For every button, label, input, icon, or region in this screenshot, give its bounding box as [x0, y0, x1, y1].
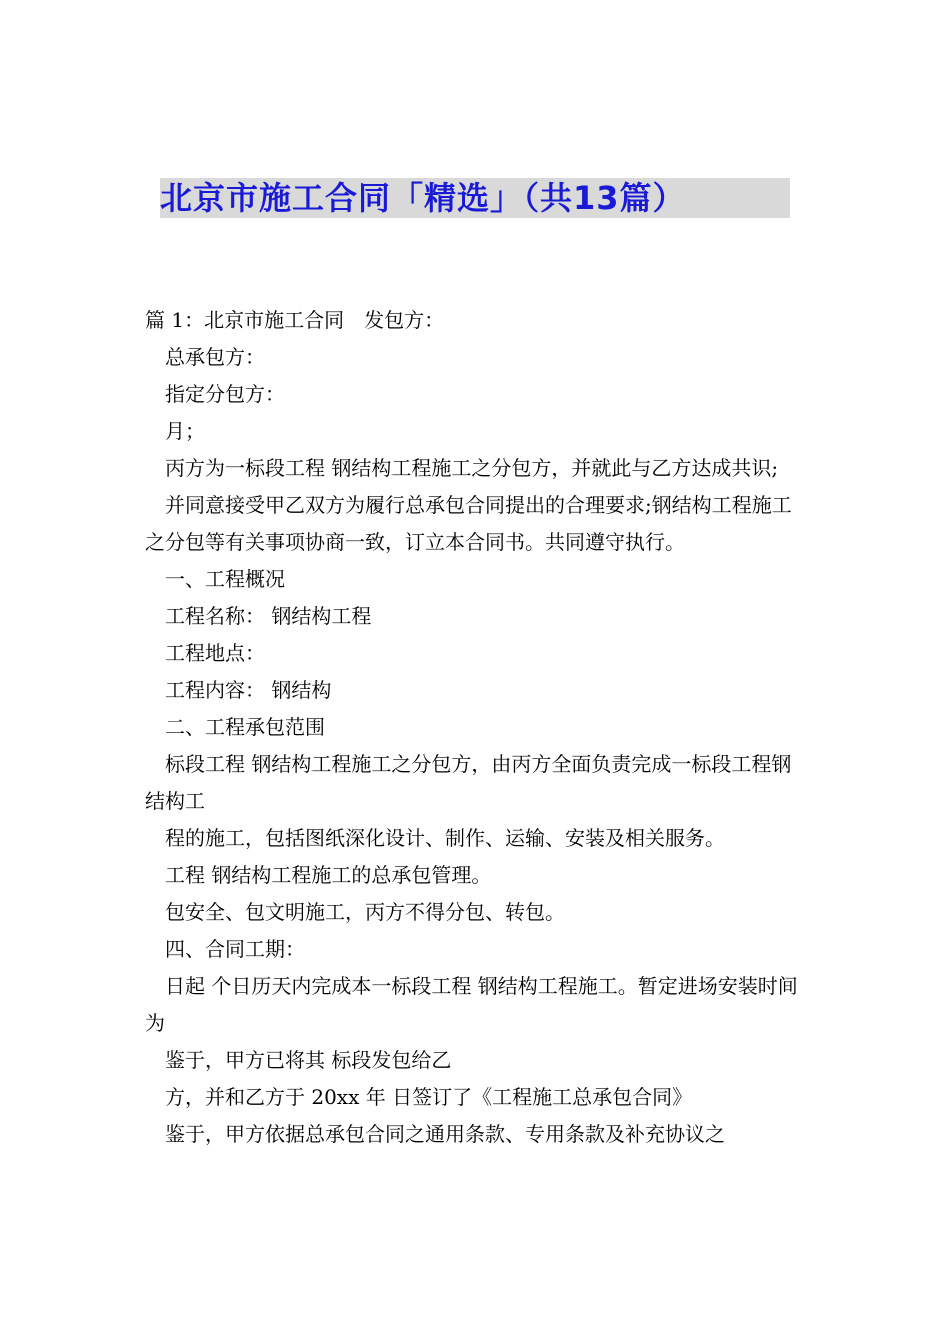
document-body — [145, 302, 810, 1153]
paragraph: 并同意接受甲乙双方为履行总承包合同提出的合理要求;钢结构工程施工之分包等有关事项协商一致，订立本合同书。共同遵守执行。 — [145, 493, 792, 554]
paragraph: 工程名称： 钢结构工程 — [165, 604, 372, 628]
title-highlight — [160, 178, 790, 218]
paragraph: 工程内容： 钢结构 — [165, 678, 332, 702]
paragraph: 包安全、包文明施工，丙方不得分包、转包。 — [165, 900, 565, 924]
heading-part-1: 篇 1：北京市施工合同 — [145, 308, 345, 332]
paragraph: 日起 个日历天内完成本一标段工程 钢结构工程施工。暂定进场安装时间为 — [145, 974, 798, 1035]
section-heading: 四、合同工期： — [165, 937, 305, 961]
paragraph: 指定分包方： — [165, 382, 285, 406]
document-title: 北京市施工合同「精选」（共13篇） — [160, 179, 686, 217]
paragraph: 工程地点： — [165, 641, 265, 665]
paragraph: 方，并和乙方于 20xx 年 日签订了《工程施工总承包合同》 — [165, 1085, 693, 1109]
paragraph: 鉴于，甲方依据总承包合同之通用条款、专用条款及补充协议之 — [165, 1122, 725, 1146]
paragraph: 总承包方： — [165, 345, 265, 369]
paragraph: 丙方为一标段工程 钢结构工程施工之分包方，并就此与乙方达成共识; — [165, 456, 779, 480]
paragraph: 标段工程 钢结构工程施工之分包方，由丙方全面负责完成一标段工程钢结构工 — [145, 752, 792, 813]
paragraph: 鉴于，甲方已将其 标段发包给乙 — [165, 1048, 452, 1072]
section-heading: 二、工程承包范围 — [165, 715, 325, 739]
paragraph: 工程 钢结构工程施工的总承包管理。 — [165, 863, 492, 887]
paragraph: 月； — [165, 419, 205, 443]
paragraph: 程的施工，包括图纸深化设计、制作、运输、安装及相关服务。 — [165, 826, 725, 850]
section-heading: 一、工程概况 — [165, 567, 285, 591]
heading-part-2: 发包方： — [364, 308, 445, 332]
heading-line — [145, 302, 810, 339]
